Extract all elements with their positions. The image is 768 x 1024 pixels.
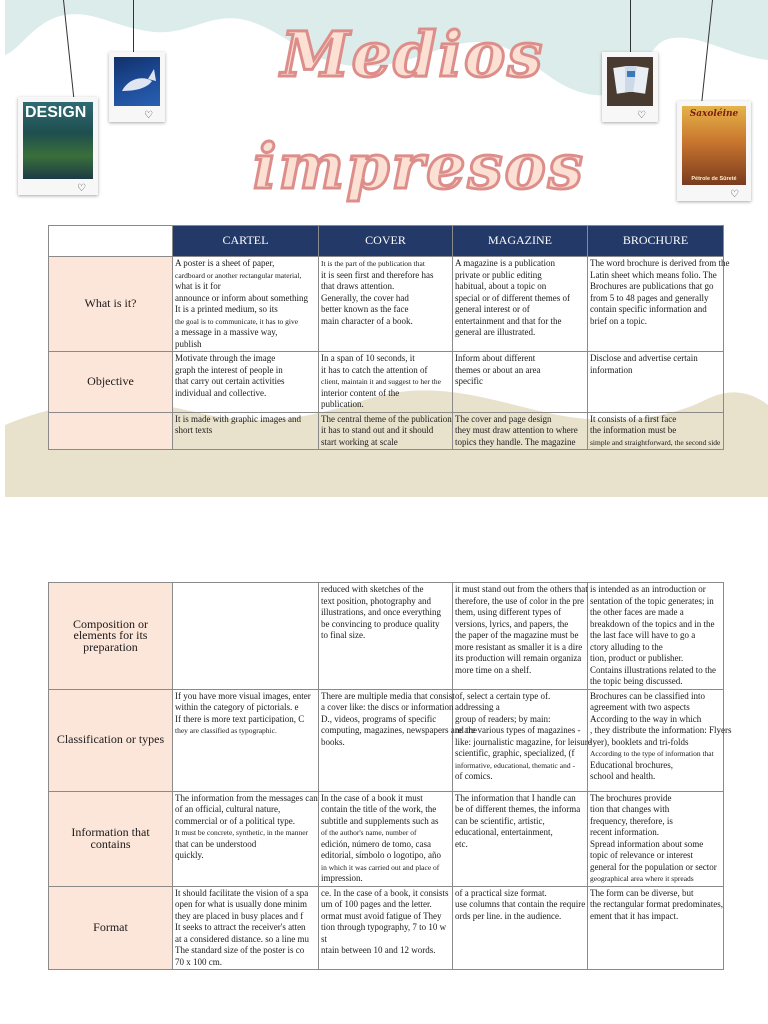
- cell-text-line: it is seen first and therefore has: [321, 269, 434, 280]
- table-cell: [588, 583, 724, 690]
- cell-text-line: text position, photography and: [321, 595, 431, 606]
- table-row: [49, 886, 724, 970]
- cell-text-line: main character of a book.: [321, 315, 413, 326]
- cell-text-line: um of 100 pages and the letter.: [321, 899, 432, 909]
- cell-text-line: general for the population or sector: [590, 861, 717, 872]
- cell-text-line: entertainment and that for the: [455, 315, 562, 326]
- polaroid-design-magazine: [18, 97, 98, 195]
- cell-text-line: tion that changes with: [590, 804, 670, 814]
- cell-text-line: breakdown of the topics and in the: [590, 618, 715, 629]
- table-cell: [173, 791, 319, 886]
- cell-text-line: computing, magazines, newspapers and the: [321, 725, 477, 735]
- table-cell: [588, 886, 724, 970]
- cell-text-line: reduced with sketches of the: [321, 584, 424, 594]
- cell-text-line: The standard size of the poster is co: [175, 945, 305, 955]
- table-cell: [319, 352, 453, 413]
- row-header: [49, 412, 173, 450]
- cell-text-line: general are illustrated.: [455, 327, 536, 337]
- cell-text-line: special or of different themes of: [455, 292, 571, 303]
- cell-text-line: It is the part of the publication that: [321, 259, 425, 268]
- table-cell: [453, 886, 588, 970]
- cell-text-line: ords per line. in the audience.: [455, 910, 562, 921]
- cell-text-line: the information must be: [590, 425, 677, 435]
- cell-text-line: the other faces are made a: [590, 607, 684, 617]
- cell-text-line: Brochures are publications that go: [590, 281, 714, 291]
- cell-text-line: the rectangular format predominates,: [590, 899, 723, 909]
- cell-text-line: announce or inform about something: [175, 292, 308, 303]
- cell-text-line: more resistant as smaller it is a dire: [455, 641, 583, 652]
- cell-text-line: therefore, the use of color in the pre: [455, 595, 584, 606]
- hanging-string: [133, 0, 134, 52]
- cell-text-line: scientific, graphic, specialized, (f: [455, 748, 575, 758]
- cell-text-line: from 5 to 48 pages and generally: [590, 292, 709, 303]
- cell-text-line: they are classified as typographic.: [175, 726, 277, 735]
- cell-text-line: a cover like: the discs or information: [321, 702, 454, 712]
- row-header: Classification or types: [49, 689, 173, 791]
- cell-text-line: the last face will have to go a: [590, 630, 696, 640]
- table-cell: [588, 689, 732, 791]
- cell-text-line: versions, lyrics, and papers, the: [455, 618, 569, 629]
- table-header-row: [49, 226, 724, 257]
- cell-text-line: Generally, the cover had: [321, 292, 409, 303]
- table-cell: [453, 689, 592, 791]
- table-cell: [319, 257, 453, 352]
- cell-text-line: The brochures provide: [590, 792, 672, 803]
- column-header-cover: COVER: [319, 226, 453, 257]
- table-cell: [173, 412, 319, 450]
- whale-icon: [114, 57, 160, 106]
- cell-text-line: topics they handle. The magazine: [455, 436, 576, 447]
- cell-text-line: better known as the face: [321, 304, 409, 314]
- row-header: Objective: [49, 352, 173, 413]
- heart-icon: ♡: [144, 110, 153, 121]
- table-cell: [319, 412, 453, 450]
- cell-text-line: According to the way in which: [590, 713, 702, 724]
- cell-text-line: use columns that contain the require: [455, 899, 586, 909]
- table-cell: [173, 886, 319, 970]
- cell-text-line: D., videos, programs of specific: [321, 713, 437, 724]
- title-line-2: impresos: [253, 130, 585, 203]
- cell-text-line: Brochures can be classified into: [590, 690, 705, 701]
- cell-text-line: In the case of a book it must: [321, 792, 423, 803]
- cell-text-line: private or public editing: [455, 269, 542, 280]
- cell-text-line: Contains illustrations related to the: [590, 664, 716, 675]
- heart-icon: ♡: [77, 183, 86, 194]
- cell-text-line: general interest or of: [455, 304, 530, 314]
- saxoleine-poster-image: [682, 106, 746, 185]
- cell-text-line: Disclose and advertise certain: [590, 353, 698, 363]
- saxoleine-subtitle: Pétrole de Sûreté: [691, 176, 737, 182]
- cell-text-line: in which it was carried out and place of: [321, 862, 440, 872]
- table-cell: [588, 412, 724, 450]
- cell-text-line: If you have more visual images, enter: [175, 690, 311, 701]
- cell-text-line: books.: [321, 736, 345, 747]
- brochure-photo-image: [607, 57, 653, 106]
- cell-text-line: cardboard or another rectangular material,: [175, 270, 302, 280]
- cell-text-line: a message in a massive way,: [175, 327, 278, 337]
- cell-text-line: ctory alluding to the: [590, 641, 663, 652]
- cell-text-line: brief on a topic.: [590, 315, 647, 326]
- cell-text-line: geographical area where it spreads: [590, 874, 694, 883]
- column-header-brochure: BROCHURE: [588, 226, 724, 257]
- cell-text-line: be of different themes, the informa: [455, 804, 581, 814]
- cell-text-line: It consists of a first face: [590, 413, 677, 424]
- cell-text-line: The word brochure is derived from the: [590, 258, 730, 268]
- cell-text-line: The information from the messages can: [175, 792, 318, 803]
- cell-text-line: like: journalistic magazine, for leisure: [455, 736, 592, 747]
- cell-text-line: ormat must avoid fatigue of They: [321, 910, 442, 921]
- cell-text-line: Educational brochures,: [590, 759, 673, 770]
- cell-text-line: informative, educational, thematic and -: [455, 760, 575, 770]
- cell-text-line: of comics.: [455, 771, 493, 781]
- cell-text-line: is intended as an introduction or: [590, 584, 706, 594]
- table-cell: [173, 257, 319, 352]
- cell-text-line: that carry out certain activities: [175, 376, 285, 386]
- cell-text-line: themes or about an area: [455, 364, 541, 375]
- heart-icon: ♡: [730, 189, 739, 200]
- table-cell: [319, 791, 453, 886]
- polaroid-whale-magazine: [109, 52, 165, 122]
- cell-text-line: they are placed in busy places and f: [175, 910, 304, 921]
- polaroid-saxoleine-poster: [677, 101, 751, 201]
- cell-text-line: If there is more text participation, C: [175, 713, 305, 724]
- cell-text-line: at a considered distance. so a line mu: [175, 933, 309, 944]
- table-cell: [319, 583, 453, 690]
- cell-text-line: Motivate through the image: [175, 353, 276, 363]
- cell-text-line: topic of relevance or interest: [590, 850, 693, 860]
- cell-text-line: , they distribute the information: Flyers: [590, 725, 732, 735]
- table-cell: [588, 791, 724, 886]
- cell-text-line: sentation of the topic generates; in: [590, 595, 714, 606]
- design-magazine-image: [23, 102, 93, 179]
- cell-text-line: educational, entertainment,: [455, 827, 553, 837]
- cell-text-line: ntain between 10 and 12 words.: [321, 945, 436, 955]
- table-cell: [453, 257, 588, 352]
- cell-text-line: ement that it has impact.: [590, 910, 679, 921]
- comparison-table-top: [48, 225, 730, 450]
- cell-text-line: agreement with two aspects: [590, 702, 690, 712]
- cell-text-line: that can be understood: [175, 838, 257, 849]
- cell-text-line: impression.: [321, 873, 363, 883]
- cell-text-line: The central theme of the publication: [321, 413, 452, 424]
- cell-text-line: frequency, therefore, is: [590, 815, 673, 826]
- cell-text-line: that draws attention.: [321, 281, 395, 291]
- cell-text-line: more time on a shelf.: [455, 664, 532, 675]
- comparison-table-bottom: [48, 582, 732, 970]
- cell-text-line: re are various types of magazines -: [455, 725, 581, 735]
- cell-text-line: The form can be diverse, but: [590, 887, 694, 898]
- cell-text-line: interior content of the: [321, 387, 400, 398]
- cell-text-line: short texts: [175, 425, 213, 435]
- table-cell: [453, 791, 588, 886]
- cell-text-line: individual and collective.: [175, 387, 267, 398]
- cell-text-line: they must draw attention to where: [455, 425, 578, 435]
- cell-text-line: information: [590, 364, 633, 375]
- cell-text-line: can be scientific, artistic,: [455, 815, 545, 826]
- cell-text-line: publication.: [321, 399, 364, 409]
- cell-text-line: group of readers; by main:: [455, 713, 551, 724]
- cell-text-line: of a practical size format.: [455, 887, 547, 898]
- table-cell: [173, 352, 319, 413]
- cell-text-line: A magazine is a publication: [455, 258, 555, 268]
- cell-text-line: of an official, cultural nature,: [175, 804, 281, 814]
- cell-text-line: lyer), booklets and tri-folds: [590, 736, 689, 747]
- table-row: [49, 689, 724, 791]
- cell-text-line: Inform about different: [455, 353, 536, 363]
- cell-text-line: graph the interest of people in: [175, 364, 283, 375]
- cell-text-line: The information that I handle can: [455, 792, 576, 803]
- cell-text-line: it has to catch the attention of: [321, 364, 428, 375]
- row-header: Format: [49, 886, 173, 970]
- row-header: Information that contains: [49, 791, 173, 886]
- cell-text-line: It seeks to attract the receiver's atten: [175, 922, 306, 932]
- heart-icon: ♡: [637, 110, 646, 121]
- cell-text-line: addressing a: [455, 702, 500, 712]
- cell-text-line: tion through typography, 7 to 10 w: [321, 922, 447, 932]
- cell-text-line: of, select a certain type of.: [455, 690, 551, 701]
- cell-text-line: contain the title of the work, the: [321, 804, 437, 814]
- table-cell: [588, 352, 724, 413]
- cell-text-line: quickly.: [175, 850, 204, 860]
- cell-text-line: open for what is usually done minim: [175, 899, 307, 909]
- table-row: [49, 583, 724, 690]
- hanging-string: [630, 0, 631, 52]
- cell-text-line: what is it for: [175, 281, 221, 291]
- cell-text-line: start working at scale: [321, 436, 398, 447]
- title-line-1: Medios: [281, 18, 545, 91]
- cell-text-line: illustrations, and once everything: [321, 607, 441, 617]
- column-header-magazine: MAGAZINE: [453, 226, 588, 257]
- cell-text-line: simple and straightforward, the second side: [590, 437, 721, 447]
- cell-text-line: editorial, símbolo o logotipo, año: [321, 850, 441, 860]
- cell-text-line: contain specific information and: [590, 304, 707, 314]
- cell-text-line: of the author's name, number of: [321, 828, 417, 837]
- cell-text-line: be convincing to produce quality: [321, 618, 440, 629]
- table-row: [49, 257, 724, 352]
- cell-text-line: subtitle and supplements such as: [321, 815, 439, 826]
- table-header-empty: [49, 226, 173, 257]
- cell-text-line: client, maintain it and suggest to her the: [321, 377, 441, 386]
- table-row: [49, 412, 724, 450]
- cell-text-line: it must stand out from the others that: [455, 584, 588, 594]
- cell-text-line: the goal is to communicate, it has to give: [175, 316, 299, 326]
- cell-text-line: them, using different types of: [455, 607, 562, 617]
- brochure-icon: [607, 57, 653, 106]
- cell-text-line: its production will remain organiza: [455, 653, 582, 663]
- table-cell: [173, 689, 319, 791]
- table-row: [49, 791, 724, 886]
- table-cell: [588, 257, 730, 352]
- cell-text-line: recent information.: [590, 827, 659, 837]
- table-cell: [173, 583, 319, 690]
- cell-text-line: There are multiple media that consist: [321, 690, 455, 701]
- cell-text-line: tion, product or publisher.: [590, 653, 684, 663]
- table-cell: [453, 583, 588, 690]
- saxoleine-title: Saxoléine: [689, 109, 739, 119]
- cell-text-line: Spread information about some: [590, 838, 704, 849]
- column-header-cartel: CARTEL: [173, 226, 319, 257]
- cell-text-line: school and health.: [590, 771, 656, 781]
- cell-text-line: ce. In the case of a book, it consists: [321, 887, 449, 898]
- cell-text-line: In a span of 10 seconds, it: [321, 353, 415, 363]
- cell-text-line: st: [321, 933, 328, 944]
- cell-text-line: to final size.: [321, 630, 366, 640]
- cell-text-line: the topic being discussed.: [590, 676, 683, 686]
- table-cell: [453, 352, 588, 413]
- row-header: What is it?: [49, 257, 173, 352]
- cell-text-line: The cover and page design: [455, 413, 552, 424]
- cell-text-line: etc.: [455, 838, 468, 849]
- cell-text-line: According to the type of information that: [590, 749, 714, 758]
- cell-text-line: publish: [175, 338, 202, 349]
- table-cell: [319, 886, 453, 970]
- cell-text-line: the paper of the magazine must be: [455, 630, 579, 640]
- whale-magazine-image: [114, 57, 160, 106]
- cell-text-line: commercial or of a political type.: [175, 815, 295, 826]
- cell-text-line: Latin sheet which means folio. The: [590, 269, 717, 280]
- design-magazine-title: DESIGN: [25, 104, 87, 121]
- cell-text-line: It should facilitate the vision of a spa: [175, 887, 309, 898]
- cell-text-line: A poster is a sheet of paper,: [175, 258, 275, 268]
- cell-text-line: specific: [455, 376, 483, 386]
- table-row: [49, 352, 724, 413]
- cell-text-line: habitual, about a topic on: [455, 281, 547, 291]
- table-cell: [453, 412, 588, 450]
- cell-text-line: 70 x 100 cm.: [175, 956, 222, 967]
- cell-text-line: It is a printed medium, so its: [175, 304, 278, 314]
- cell-text-line: It must be concrete, synthetic, in the manner: [175, 828, 309, 837]
- row-header: Composition or elements for its preparation: [49, 583, 173, 690]
- cell-text-line: edición, número de tomo, casa: [321, 838, 431, 849]
- cell-text-line: It is made with graphic images and: [175, 413, 301, 424]
- cell-text-line: within the category of pictorials. e: [175, 702, 299, 712]
- polaroid-brochure-photo: [602, 52, 658, 122]
- cell-text-line: it has to stand out and it should: [321, 425, 434, 435]
